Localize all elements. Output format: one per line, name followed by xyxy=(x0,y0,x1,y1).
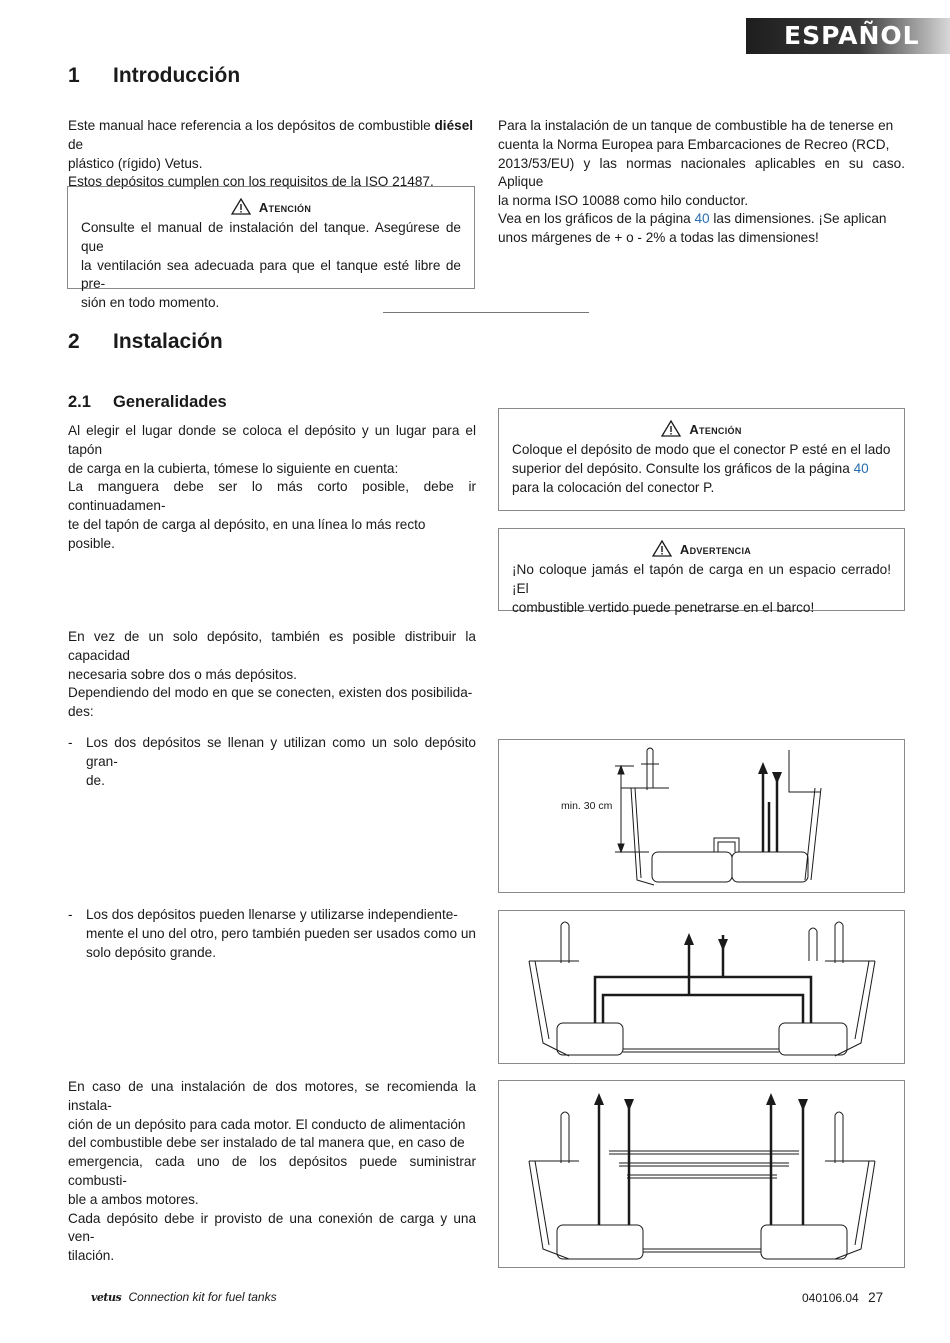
doc-number: 040106.04 xyxy=(802,1291,859,1305)
intro-line-2: plástico (rígido) Vetus. xyxy=(68,155,203,171)
attention-box-1-body: Consulte el manual de instalación del tanque. Asegúrese de que la ventilación sea adecuada para que el tanque esté libre de pre- sión en todo momento. xyxy=(81,220,461,311)
intro-text-post: de xyxy=(68,136,84,152)
rcd-paragraph: Para la instalación de un tanque de combustible ha de tenerse en cuenta la Norma Europea para Embarcaciones de Recreo (RCD, 2013/53/EU) y las normas nacionales aplicables en su caso. Aplique la norma ISO 10088 como hilo conductor. xyxy=(498,118,905,209)
section-divider xyxy=(383,312,589,313)
warning-triangle-icon xyxy=(652,540,672,557)
modes-paragraph: Dependiendo del modo en que se conecten, existen dos posibilida- des: xyxy=(68,685,473,719)
language-tab: ESPAÑOL xyxy=(746,18,950,54)
figure-tanks-independent-diagram xyxy=(499,911,906,1065)
connector-page-link[interactable]: 40 xyxy=(853,460,869,476)
subsection-2-1-heading xyxy=(68,393,468,415)
warning-triangle-icon xyxy=(231,198,251,215)
intro-text-bold: diésel xyxy=(434,118,474,133)
page-number: 27 xyxy=(868,1290,884,1305)
attention-box-2-title: Atención xyxy=(512,419,891,441)
subsection-2-1-title: Generalidades xyxy=(113,393,227,411)
attention-box-1 xyxy=(67,186,475,311)
attention-box-1-title: Atención xyxy=(81,197,461,219)
general-paragraph: Al elegir el lugar donde se coloca el depósito y un lugar para el tapón de carga en la cubierta, tómese lo siguiente en cuenta: La manguera debe ser lo más corto posible, debe ir continuadamen- te del tapón de carga al depósito, en una línea lo más recto posible. xyxy=(68,423,476,551)
option-1-item: - Los dos depósitos se llenan y utilizan como un solo depósito gran- de. xyxy=(68,735,476,788)
figure-tanks-as-one-diagram xyxy=(499,740,906,894)
figure-tanks-independent xyxy=(498,910,905,1064)
section-2-title: Instalación xyxy=(113,330,223,353)
dimensions-page-link[interactable]: 40 xyxy=(694,211,710,226)
warning-triangle-icon xyxy=(661,420,681,437)
vetus-logo: vetus xyxy=(91,1291,122,1304)
attention-box-2-body: Coloque el depósito de modo que el conector P esté en el lado superior del depósito. Consulte los gráficos de la página 40 para la colocación del conector P. xyxy=(512,442,891,495)
figure-two-engines xyxy=(498,1080,905,1268)
figure-tanks-as-one xyxy=(498,739,905,893)
intro-paragraph xyxy=(68,117,476,192)
footer-left xyxy=(91,1290,277,1304)
subsection-2-1-number: 2.1 xyxy=(68,393,91,411)
footer-title: Connection kit for fuel tanks xyxy=(128,1290,277,1304)
multi-tank-paragraph: En vez de un solo depósito, también es posible distribuir la capacidad necesaria sobre dos o más depósitos. xyxy=(68,629,476,682)
option-2-item: - Los dos depósitos pueden llenarse y utilizarse independiente- mente el uno del otro, pero también pueden ser usados como un solo depósito grande. xyxy=(68,907,476,960)
intro-line-3: Estos depósitos cumplen con los requisitos de la ISO 21487. xyxy=(68,174,434,190)
dimensions-paragraph: Vea en los gráficos de la página 40 las dimensiones. ¡Se aplican unos márgenes de + o - 2% a todas las dimensiones! xyxy=(498,211,887,245)
engines-paragraph: En caso de una instalación de dos motores, se recomienda la instala- ción de un depósito para cada motor. El conducto de alimentación del combustible debe ser instalado de tal manera que, en caso de emergencia, cada uno de los depósitos puede suministrar combusti- ble a ambos motores. Cada depósito debe ir provisto de una conexión de carga y una ven- tilación. xyxy=(68,1079,476,1264)
section-1-title: Introducción xyxy=(113,64,241,87)
attention-box-2 xyxy=(498,408,905,511)
warning-box-title: Advertencia xyxy=(512,539,891,561)
warning-box xyxy=(498,528,905,615)
section-1-number: 1 xyxy=(68,64,80,87)
section-1-heading xyxy=(68,64,468,92)
warning-box-body: ¡No coloque jamás el tapón de carga en un espacio cerrado! ¡El combustible vertido puede penetrarse en el barco! xyxy=(512,562,891,615)
section-2-heading xyxy=(68,330,468,358)
intro-text-pre: Este manual hace referencia a los depósitos de combustible xyxy=(68,118,435,133)
footer-right xyxy=(802,1290,883,1305)
figure-two-engines-diagram xyxy=(499,1081,906,1269)
section-2-number: 2 xyxy=(68,330,80,353)
min-30cm-label: min. 30 cm xyxy=(561,800,613,812)
